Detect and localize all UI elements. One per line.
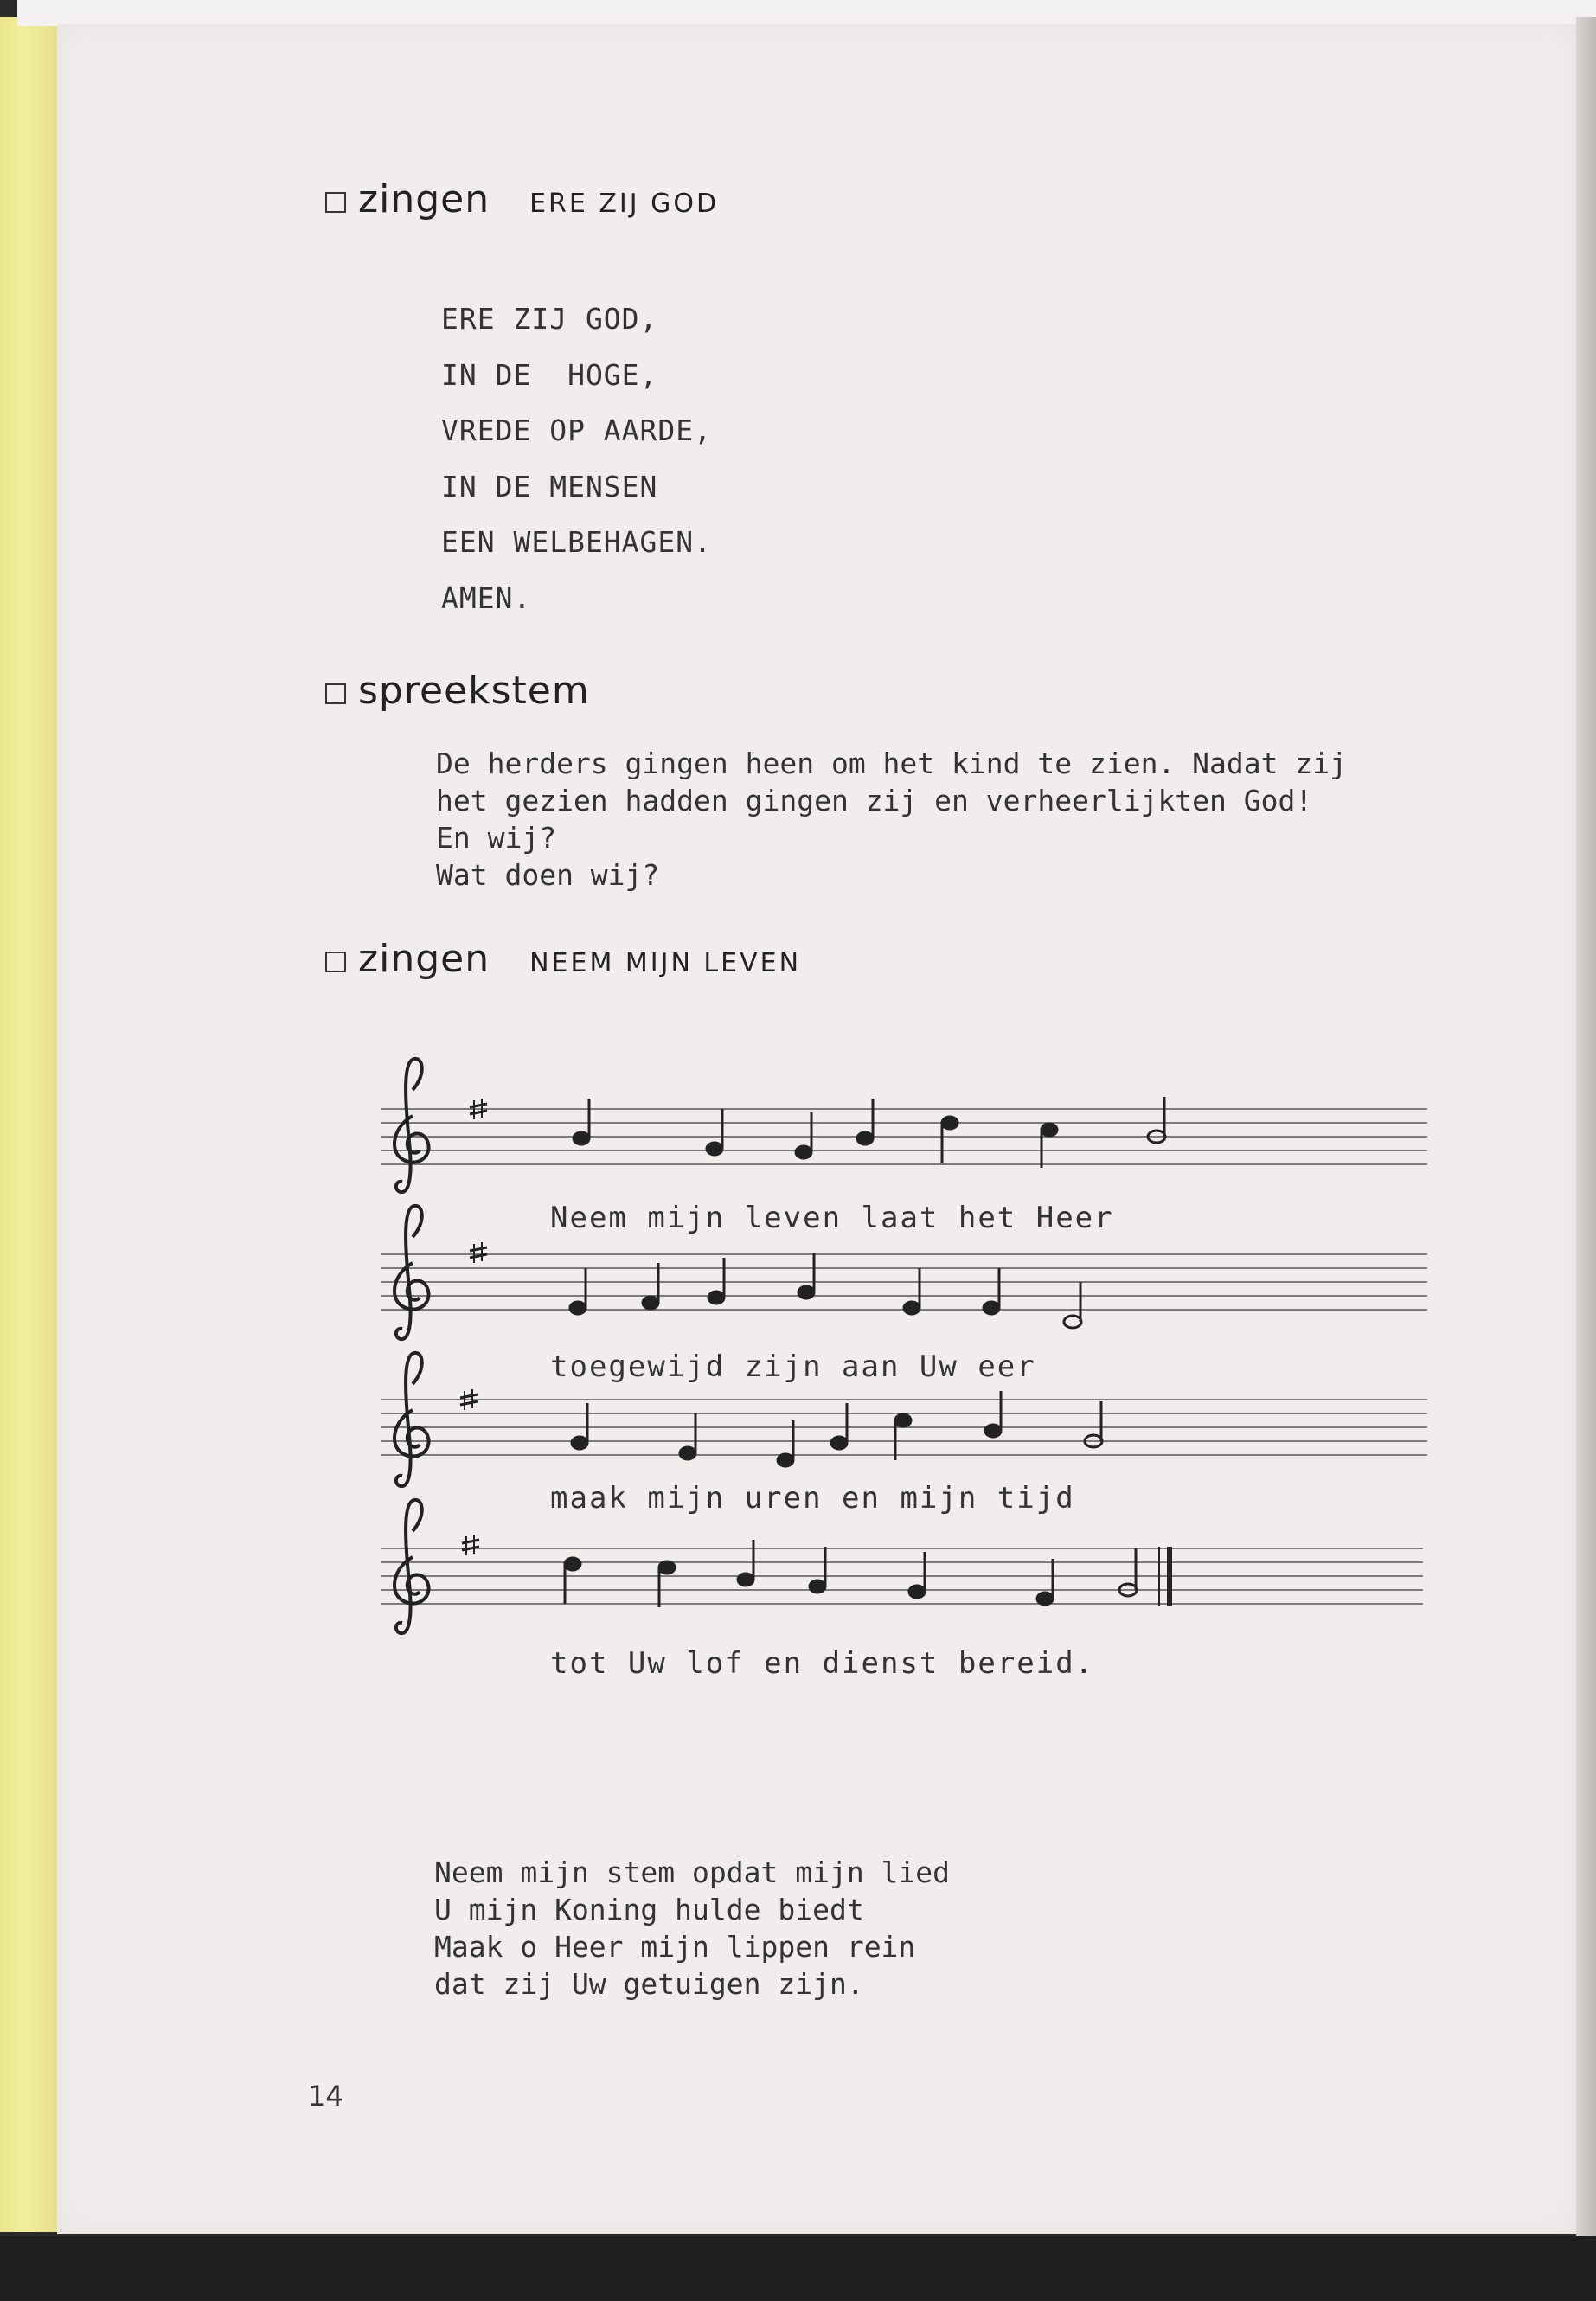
lyric-line: Neem mijn leven laat het Heer bbox=[550, 1201, 1114, 1235]
treble-clef-icon bbox=[394, 1206, 429, 1339]
prose-line: Wat doen wij? bbox=[436, 858, 660, 892]
verse-line: Neem mijn stem opdat mijn lied bbox=[434, 1856, 951, 1889]
heading-label: zingen bbox=[358, 937, 490, 981]
heading-label: spreekstem bbox=[358, 669, 590, 713]
treble-clef-icon bbox=[394, 1353, 429, 1486]
creed-line: EEN WELBEHAGEN. bbox=[441, 525, 713, 559]
sharp-icon bbox=[470, 1242, 487, 1263]
creed-line: AMEN. bbox=[441, 580, 532, 615]
sharp-icon bbox=[462, 1535, 479, 1555]
lyric-line: maak mijn uren en mijn tijd bbox=[550, 1481, 1075, 1516]
staff-4 bbox=[381, 1500, 1423, 1633]
verse-line: dat zij Uw getuigen zijn. bbox=[434, 1967, 864, 2001]
creed-line: IN DE MENSEN bbox=[441, 469, 658, 503]
prose-line: De herders gingen heen om het kind te zien. Nadat zij bbox=[436, 747, 1347, 780]
heading-title: NEEM MIJN LEVEN bbox=[529, 948, 802, 978]
prose-line: het gezien hadden gingen zij en verheerlijkten God! bbox=[436, 784, 1313, 817]
treble-clef-icon bbox=[394, 1059, 429, 1192]
verse-line: U mijn Koning hulde biedt bbox=[434, 1893, 864, 1926]
creed-line: IN DE HOGE, bbox=[441, 357, 658, 392]
heading-title: ERE ZIJ GOD bbox=[529, 189, 720, 219]
staff-1 bbox=[381, 1059, 1427, 1192]
lyric-line: toegewijd zijn aan Uw eer bbox=[550, 1349, 1036, 1384]
verse-2 bbox=[434, 1854, 950, 2003]
creed-line: VREDE OP AARDE, bbox=[441, 413, 713, 447]
heading-label: zingen bbox=[358, 177, 490, 221]
prose-line: En wij? bbox=[436, 821, 557, 855]
lyric-line: tot Uw lof en dienst bereid. bbox=[550, 1646, 1095, 1681]
verse-line: Maak o Heer mijn lippen rein bbox=[434, 1930, 916, 1964]
page-number: 14 bbox=[308, 2080, 343, 2112]
creed-line: ERE ZIJ GOD, bbox=[441, 302, 658, 336]
treble-clef-icon bbox=[394, 1500, 429, 1633]
